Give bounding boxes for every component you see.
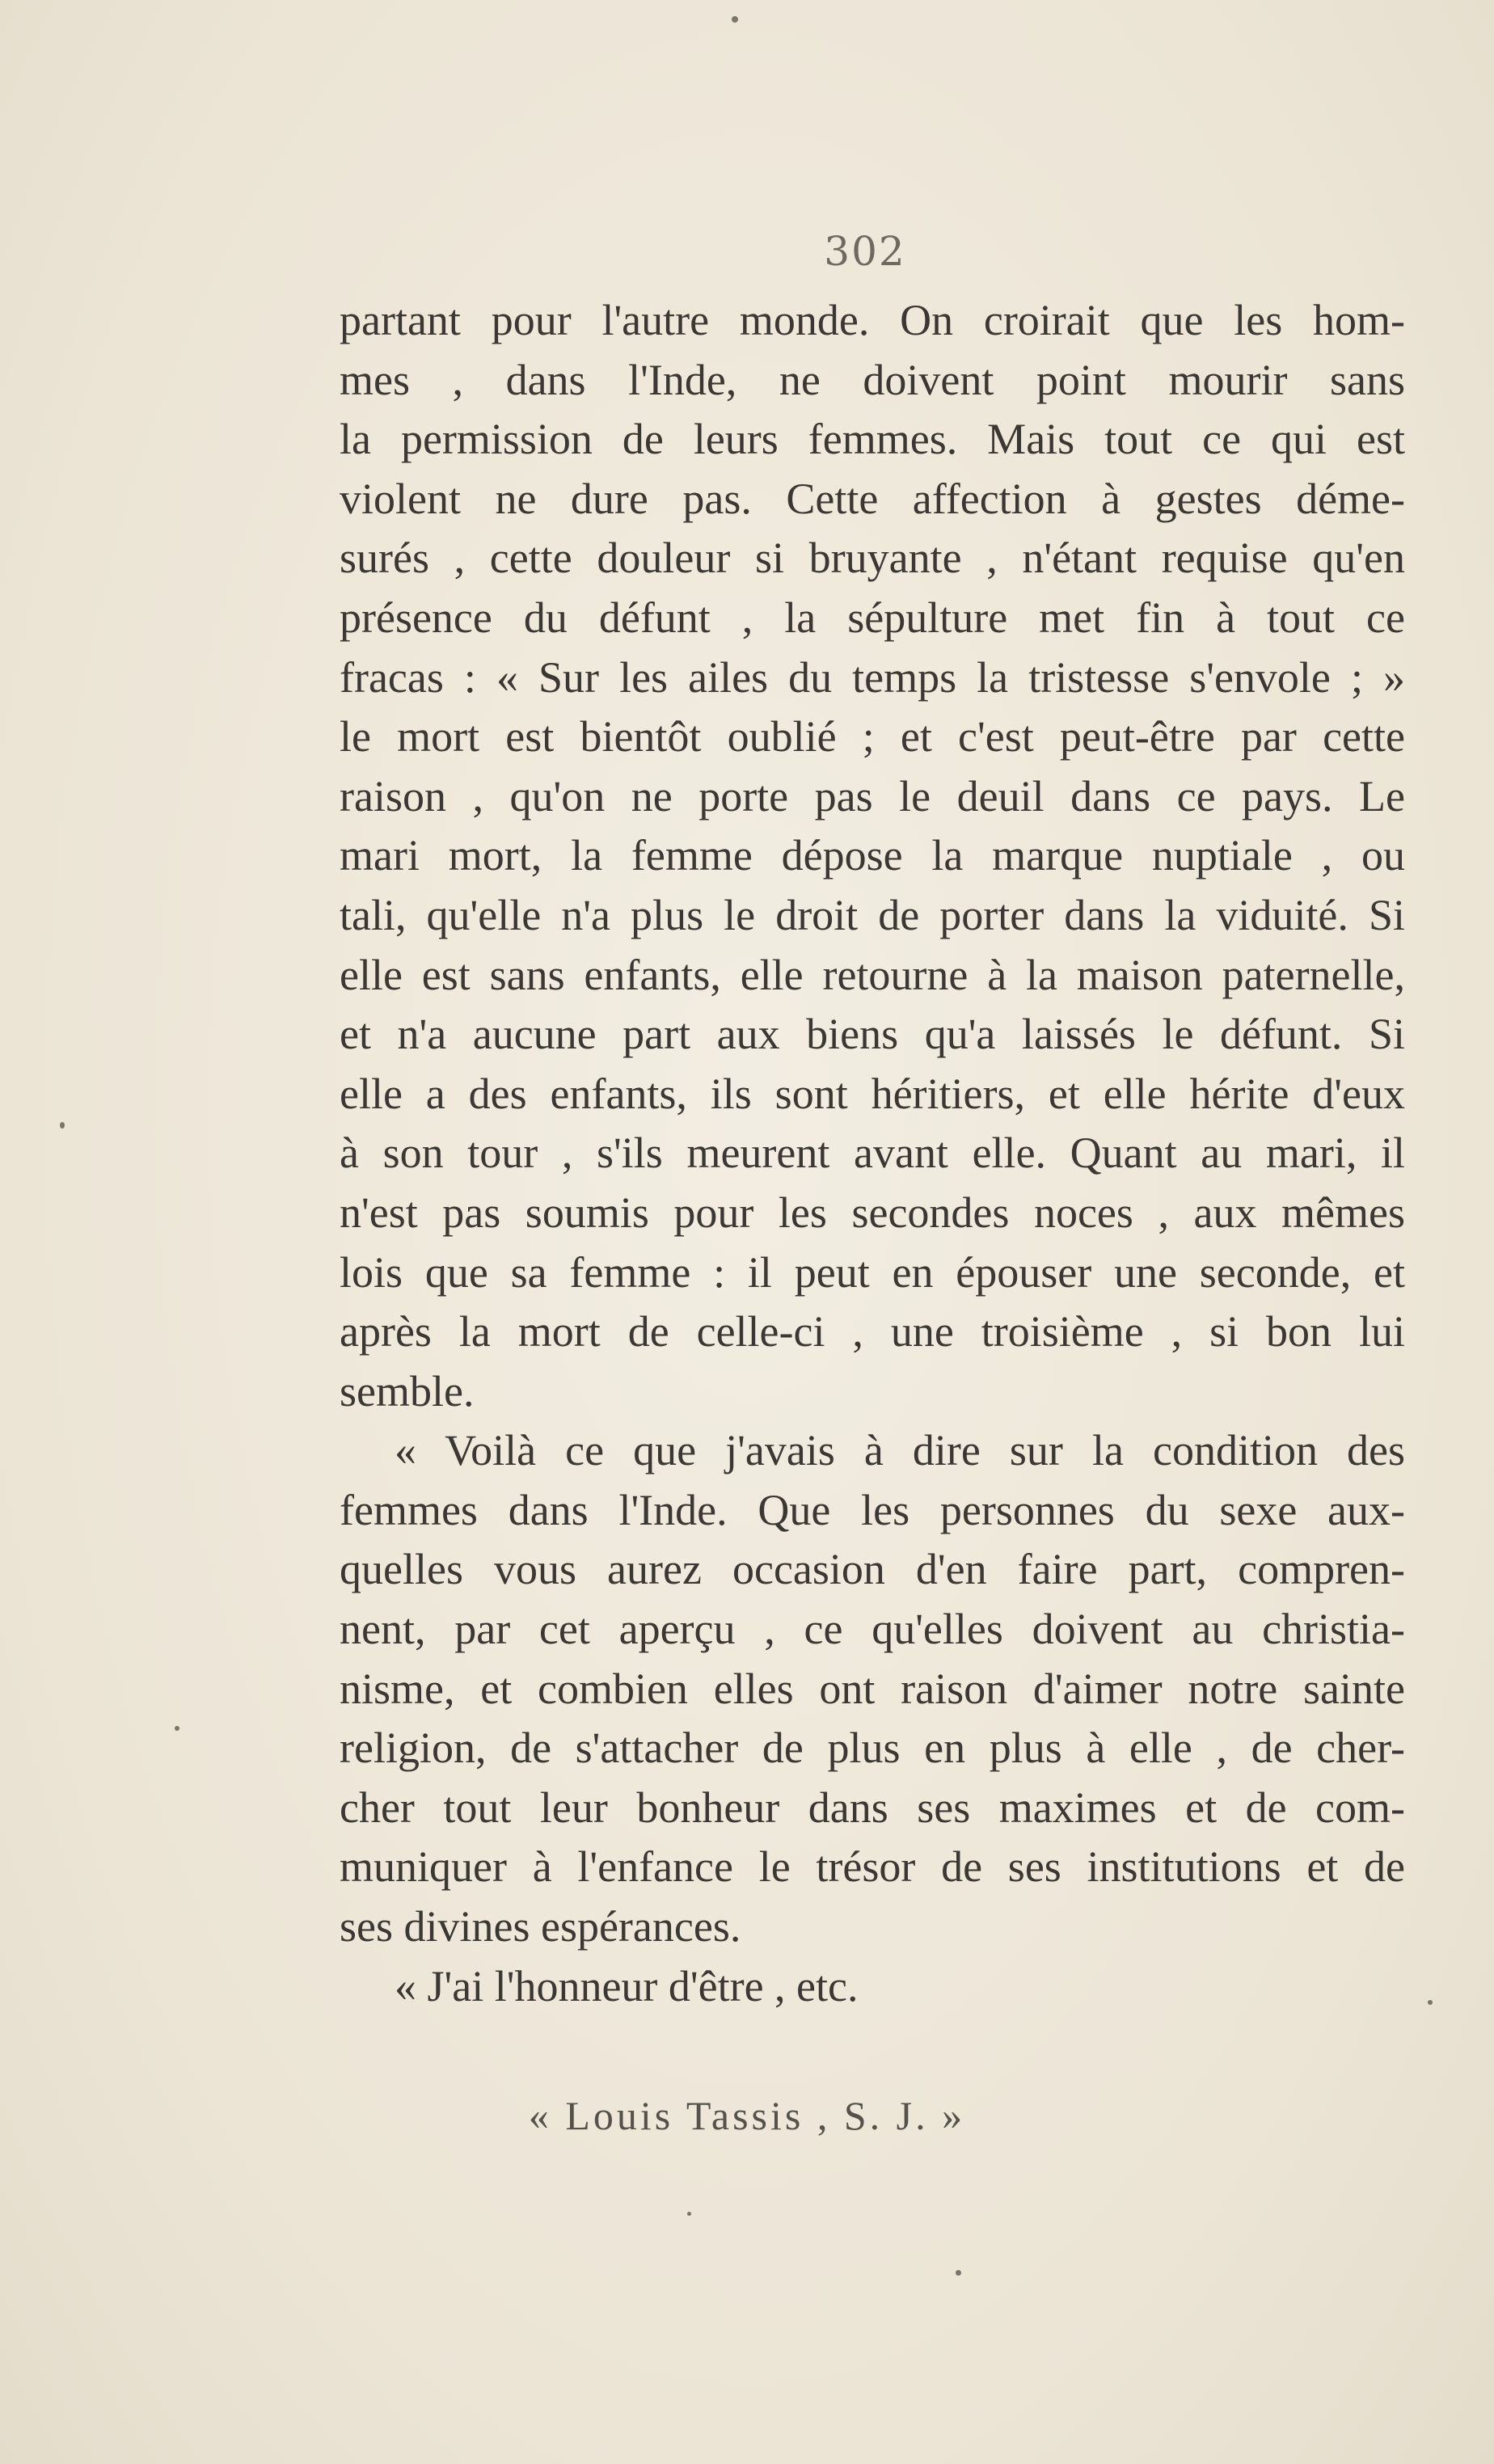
paper-speck xyxy=(956,2270,961,2276)
text-line: après la mort de celle-ci , une troisième , si bon lui xyxy=(340,1307,1405,1356)
page-number: 302 xyxy=(824,228,906,275)
text-line: muniquer à l'enfance le trésor de ses institutions et de xyxy=(340,1842,1405,1892)
text-line: religion, de s'attacher de plus en plus à elle , de cher- xyxy=(340,1724,1405,1773)
text-line: violent ne dure pas. Cette affection à gestes déme- xyxy=(340,474,1405,523)
text-line: mes , dans l'Inde, ne doivent point mourir sans xyxy=(340,355,1405,404)
paper-speck xyxy=(732,16,738,23)
text-line: « Voilà ce que j'avais à dire sur la condition des xyxy=(395,1426,1405,1475)
text-line: présence du défunt , la sépulture met fin à tout ce xyxy=(340,593,1405,642)
text-line: elle est sans enfants, elle retourne à la maison paternelle, xyxy=(340,950,1405,999)
text-line: la permission de leurs femmes. Mais tout ce qui est xyxy=(340,415,1405,464)
text-line: cher tout leur bonheur dans ses maximes et de com- xyxy=(340,1783,1405,1832)
text-line: n'est pas soumis pour les secondes noces , aux mêmes xyxy=(340,1188,1405,1237)
text-line: et n'a aucune part aux biens qu'a laissés le défunt. Si xyxy=(340,1010,1405,1059)
body-text xyxy=(340,291,1405,2016)
text-line: nent, par cet aperçu , ce qu'elles doivent au christia- xyxy=(340,1605,1405,1654)
text-line: lois que sa femme : il peut en épouser une seconde, et xyxy=(340,1247,1405,1297)
text-line: elle a des enfants, ils sont héritiers, et elle hérite d'eux xyxy=(340,1069,1405,1118)
text-line: ses divines espérances. xyxy=(340,1902,741,1951)
signature: « Louis Tassis , S. J. » xyxy=(528,2093,966,2138)
text-line: à son tour , s'ils meurent avant elle. Quant au mari, il xyxy=(340,1129,1405,1178)
text-line: mari mort, la femme dépose la marque nuptiale , ou xyxy=(340,831,1405,880)
text-line: semble. xyxy=(340,1366,475,1416)
text-line: femmes dans l'Inde. Que les personnes du sexe aux- xyxy=(340,1485,1405,1534)
paper-speck xyxy=(60,1122,65,1129)
text-line: « J'ai l'honneur d'être , etc. xyxy=(395,1961,859,2010)
text-line: tali, qu'elle n'a plus le droit de porter dans la viduité. Si xyxy=(340,890,1405,939)
text-line: raison , qu'on ne porte pas le deuil dans ce pays. Le xyxy=(340,771,1405,821)
text-line: quelles vous aurez occasion d'en faire part, compren- xyxy=(340,1545,1405,1594)
paper-speck xyxy=(1428,2000,1433,2005)
text-line: surés , cette douleur si bruyante , n'étant requise qu'en xyxy=(340,534,1405,583)
text-line: le mort est bientôt oublié ; et c'est peut-être par cette xyxy=(340,712,1405,762)
text-line: partant pour l'autre monde. On croirait que les hom- xyxy=(340,296,1405,344)
text-line: nisme, et combien elles ont raison d'aimer notre sainte xyxy=(340,1664,1405,1713)
paper-speck xyxy=(175,1726,179,1731)
text-line: fracas : « Sur les ailes du temps la tristesse s'envole ; » xyxy=(340,652,1405,702)
paper-speck xyxy=(687,2212,691,2216)
